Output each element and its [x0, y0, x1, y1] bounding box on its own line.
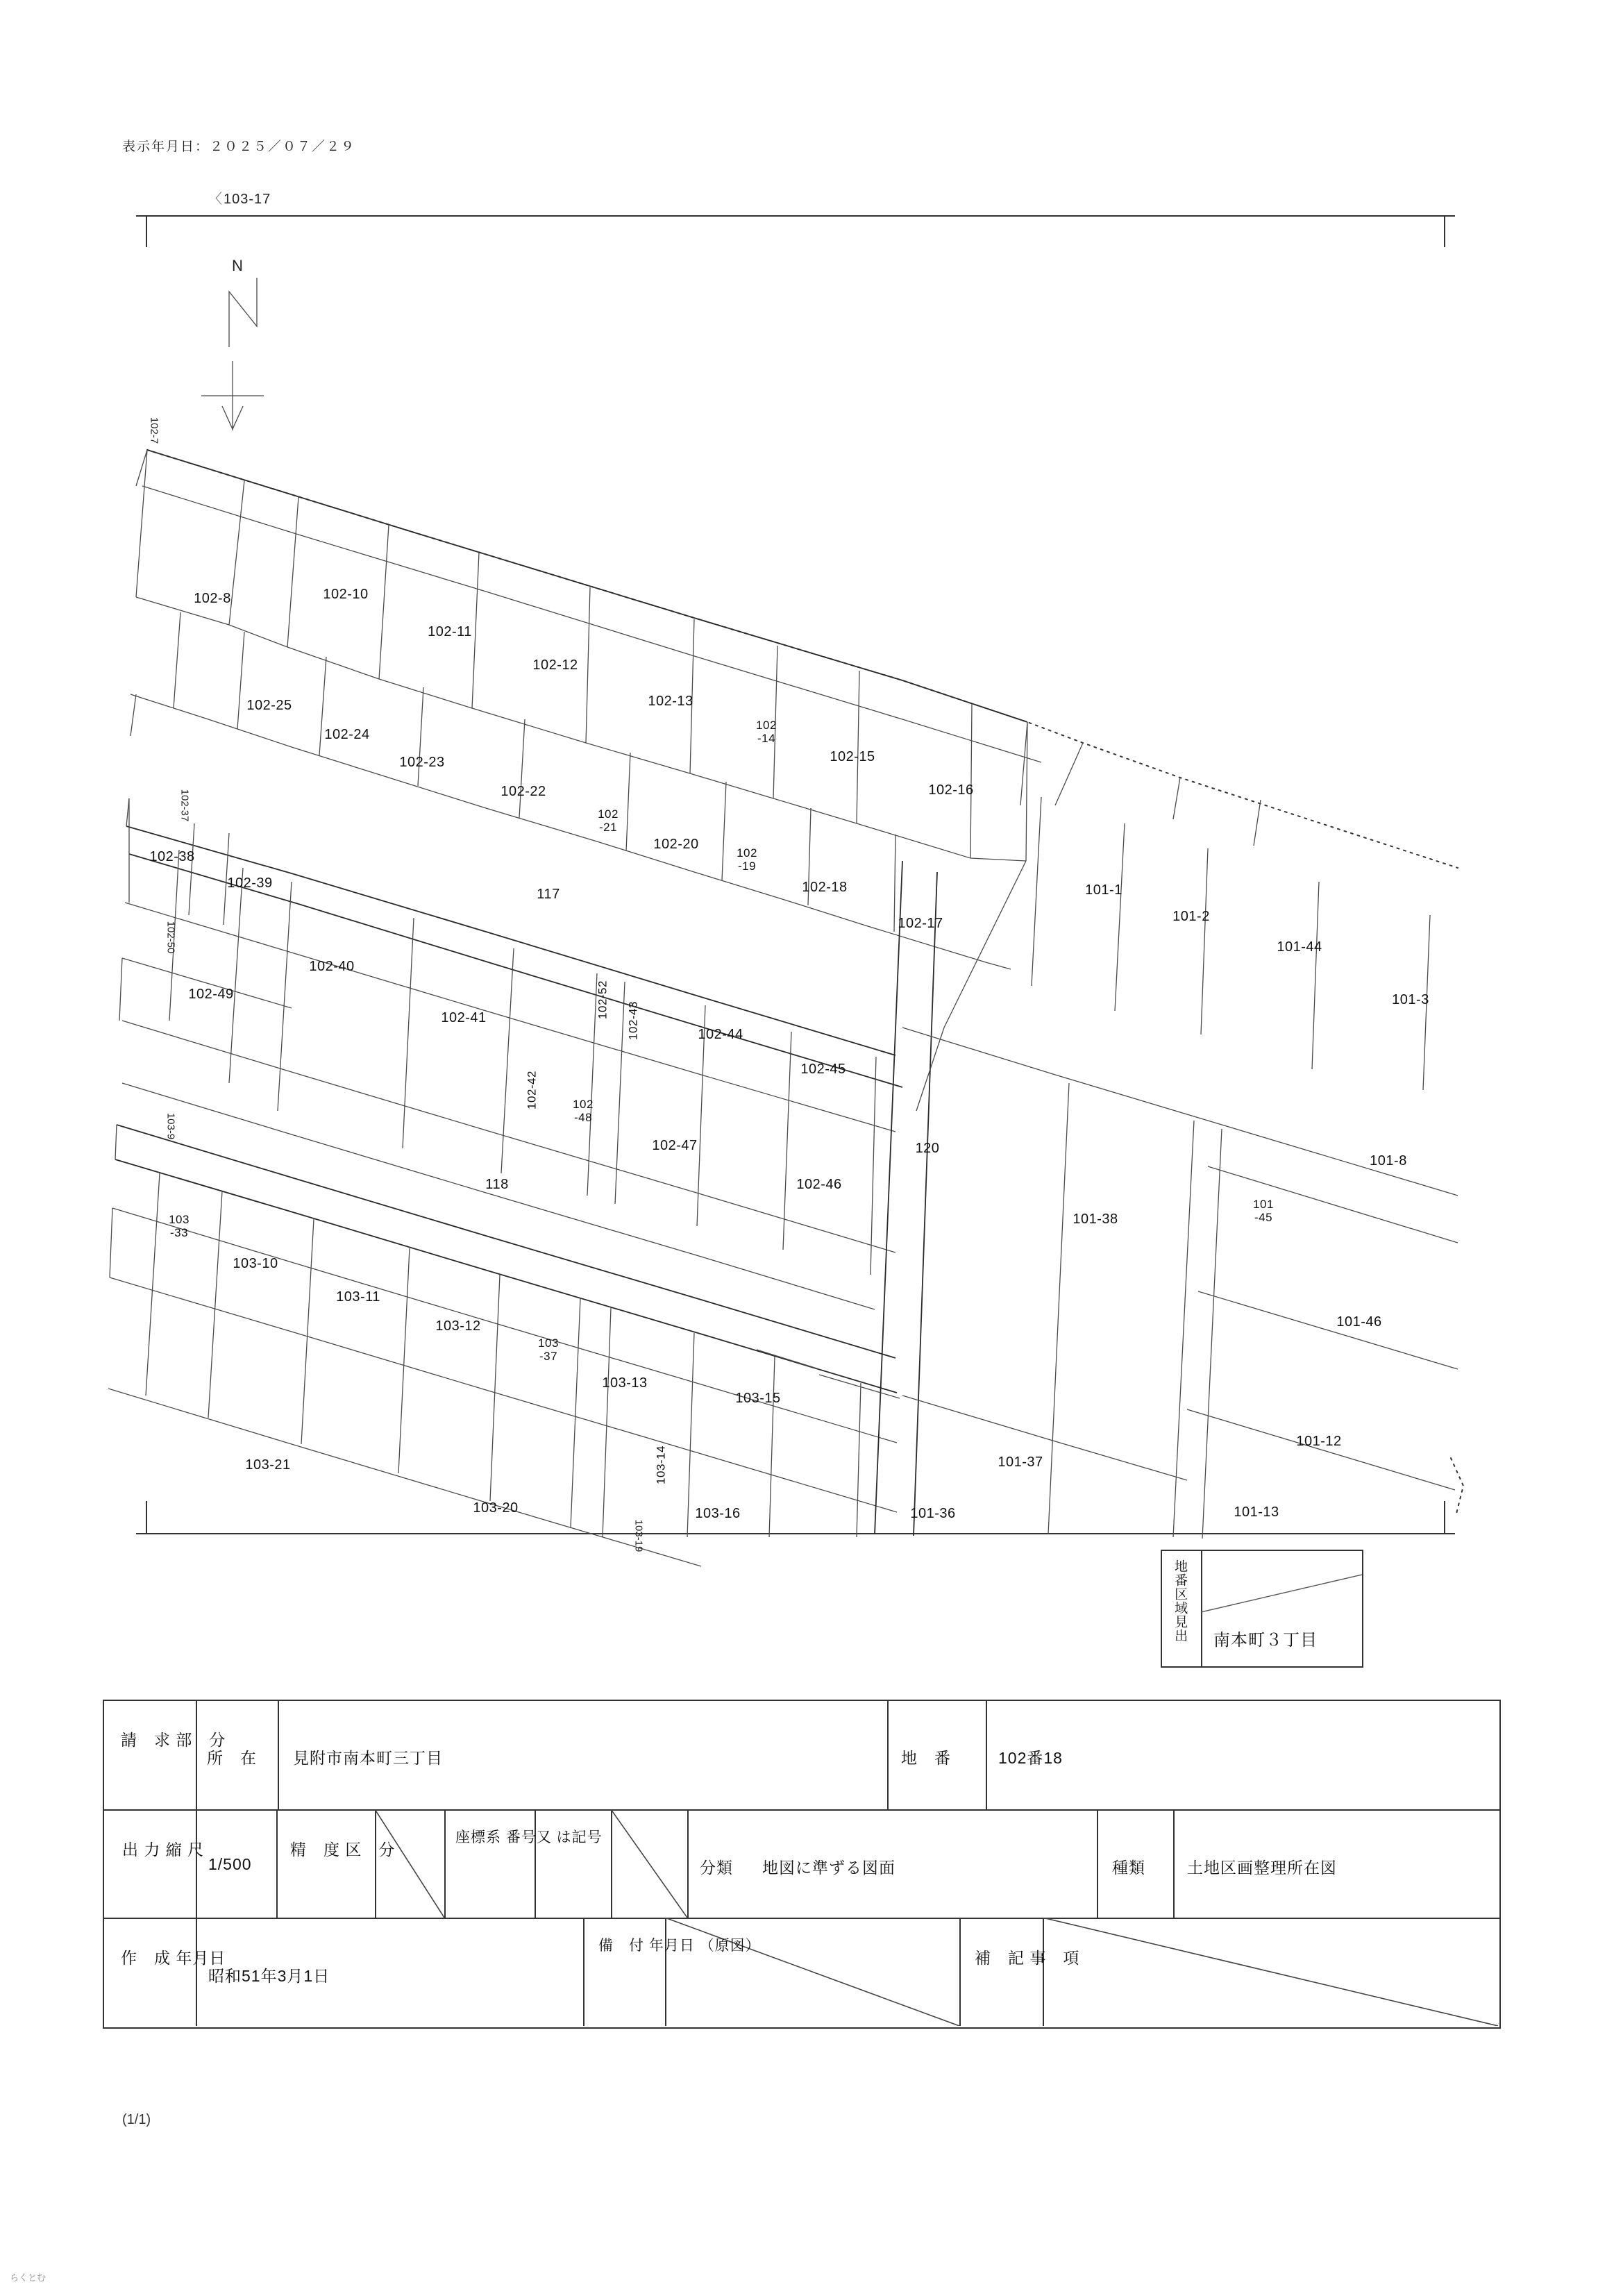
parcel-number-label: 117 [537, 886, 560, 902]
parcel-number-label: 101-37 [998, 1454, 1043, 1470]
table-vline-r3b [583, 1918, 585, 2026]
output-scale-label: 出 力 縮 尺 [122, 1841, 205, 1859]
parcel-number-label: 102-46 [796, 1176, 842, 1192]
coord-system-label: 座標系 番号又 は記号 [455, 1829, 603, 1845]
created-date-label: 作 成 年月日 [121, 1949, 226, 1967]
parcel-number-label: 102-15 [830, 748, 875, 764]
parcel-number-label: 103-21 [245, 1457, 291, 1473]
legend-title: 地番区域見出 [1172, 1559, 1188, 1643]
map-edge-label: 102-50 [165, 921, 177, 954]
parcel-number-label-vertical: 102-42 [525, 1071, 539, 1109]
attached-date-label: 備 付 年月日 （原図） [598, 1938, 761, 1954]
parcel-number-label: 101-36 [910, 1505, 956, 1521]
parcel-number-label: 102 -19 [737, 846, 757, 873]
created-date-value: 昭和51年3月1日 [208, 1967, 330, 1985]
accuracy-label: 精 度 区 分 [290, 1841, 396, 1859]
parcel-number-label: 102-12 [532, 657, 578, 673]
classification-value: 地図に準ずる図面 [762, 1859, 895, 1877]
table-vline-r3a [196, 1918, 197, 2026]
parcel-number-label: 102-10 [323, 586, 369, 602]
kind-label: 種類 [1112, 1859, 1145, 1877]
parcel-number-label: 102-16 [928, 782, 974, 798]
table-vline-r2h [1097, 1809, 1098, 1918]
parcel-number-label: 102-40 [309, 958, 355, 974]
location-value: 見附市南本町三丁目 [293, 1749, 443, 1767]
parcel-number-label: 118 [485, 1176, 509, 1192]
parcel-number-label: 102-45 [800, 1061, 846, 1077]
parcel-number-label: 102-17 [898, 915, 943, 931]
table-vline-r2a [196, 1809, 197, 1918]
note-blank-diagonal [1043, 1918, 1498, 2026]
display-date: 表示年月日：２０２５／０７／２９ [122, 140, 356, 154]
parcel-number-label: 103-10 [233, 1255, 278, 1271]
parcel-number-label: 101-2 [1172, 908, 1210, 924]
parcel-number-label-vertical: 102-52 [596, 980, 609, 1019]
parcel-number-label: 103-16 [695, 1505, 741, 1521]
legend-town-name: 南本町３丁目 [1213, 1631, 1318, 1650]
parcel-number-label: 101-13 [1234, 1504, 1279, 1520]
parcel-number-label: 120 [915, 1140, 940, 1156]
parcel-number-label: 103-20 [473, 1500, 519, 1516]
parcel-number-label: 103-11 [336, 1289, 380, 1305]
parcel-number-label-vertical: 103-14 [654, 1446, 668, 1484]
kind-value: 土地区画整理所在図 [1187, 1859, 1337, 1877]
parcel-number-label: 103 -33 [169, 1212, 190, 1239]
parcel-number-label: 102-49 [188, 986, 234, 1002]
parcel-number-label: 地 番 [901, 1749, 951, 1767]
parcel-number-label: 101-1 [1085, 882, 1122, 898]
map-edge-label: 102-7 [148, 417, 160, 444]
info-table [103, 1700, 1501, 2029]
map-edge-label: 102-37 [178, 789, 191, 822]
parcel-number-label: 102-41 [441, 1009, 487, 1025]
parcel-number-label: 101-46 [1336, 1314, 1382, 1330]
note-label: 補 記 事 項 [975, 1949, 1080, 1967]
brand-mark: らくとむ [10, 2272, 47, 2283]
request-part-label: 請 求 部 分 [121, 1731, 226, 1749]
parcel-number-label: 102-44 [698, 1026, 743, 1042]
table-vline-r2b [276, 1809, 278, 1918]
parcel-number-label: 102-23 [399, 754, 445, 770]
table-hline-1 [104, 1809, 1499, 1811]
coord-blank-diagonal [611, 1809, 687, 1918]
location-label: 所 在 [207, 1749, 257, 1767]
table-vline-r2i [1173, 1809, 1175, 1918]
parcel-number-label: 103-15 [735, 1390, 781, 1406]
page-number: (1/1) [122, 2112, 151, 2127]
parcel-number-label: 102-38 [149, 848, 195, 864]
parcel-number-value: 102番18 [998, 1749, 1063, 1767]
table-vline-r1c [887, 1701, 889, 1809]
parcel-number-label: 102 -48 [573, 1097, 594, 1124]
top-parcel-value: 103-17 [224, 192, 271, 207]
table-vline-r2g [687, 1809, 689, 1918]
parcel-number-label: 101-12 [1296, 1433, 1342, 1449]
attached-blank-diagonal [665, 1918, 959, 2026]
table-vline-r2e [535, 1809, 536, 1918]
map-edge-label: 103-19 [632, 1519, 645, 1552]
accuracy-blank-diagonal [375, 1809, 444, 1918]
table-vline-r1a [196, 1701, 197, 1809]
output-scale-value: 1/500 [208, 1855, 252, 1873]
parcel-number-label: 102-20 [653, 836, 699, 852]
parcel-number-label: 101-3 [1392, 991, 1429, 1007]
parcel-number-label: 102 -21 [598, 807, 619, 834]
parcel-number-label: 102 -14 [756, 718, 777, 745]
legend-box [1161, 1550, 1363, 1668]
parcel-number-label: 101 -45 [1253, 1197, 1274, 1224]
parcel-number-label: 102-22 [501, 783, 546, 799]
map-edge-label: 103-9 [165, 1112, 177, 1140]
parcel-number-label: 101-38 [1073, 1211, 1118, 1227]
parcel-number-label-vertical: 102-43 [626, 1001, 640, 1040]
table-vline-r2d [444, 1809, 446, 1918]
classification-label: 分類 [700, 1859, 733, 1877]
parcel-number-label: 101-44 [1277, 939, 1322, 955]
table-vline-r1d [986, 1701, 987, 1809]
parcel-number-label: 101-8 [1370, 1153, 1407, 1168]
parcel-number-label: 103-12 [435, 1318, 481, 1334]
parcel-number-label: 103 -37 [538, 1336, 559, 1363]
parcel-number-label: 102-39 [227, 875, 273, 891]
table-vline-r1b [278, 1701, 279, 1809]
parcel-number-label: 102-25 [246, 697, 292, 713]
tick-mark: 〈 [208, 192, 223, 207]
parcel-number-label: 102-24 [324, 726, 370, 742]
parcel-number-label: 102-47 [652, 1137, 698, 1153]
parcel-number-label: 102-13 [648, 693, 693, 709]
parcel-number-label: 102-11 [428, 623, 472, 639]
table-vline-r3d [959, 1918, 961, 2026]
parcel-number-label: 102-18 [802, 879, 848, 895]
north-letter: N [232, 257, 243, 274]
parcel-number-label: 103-13 [602, 1375, 648, 1391]
parcel-number-label: 102-8 [194, 590, 231, 606]
